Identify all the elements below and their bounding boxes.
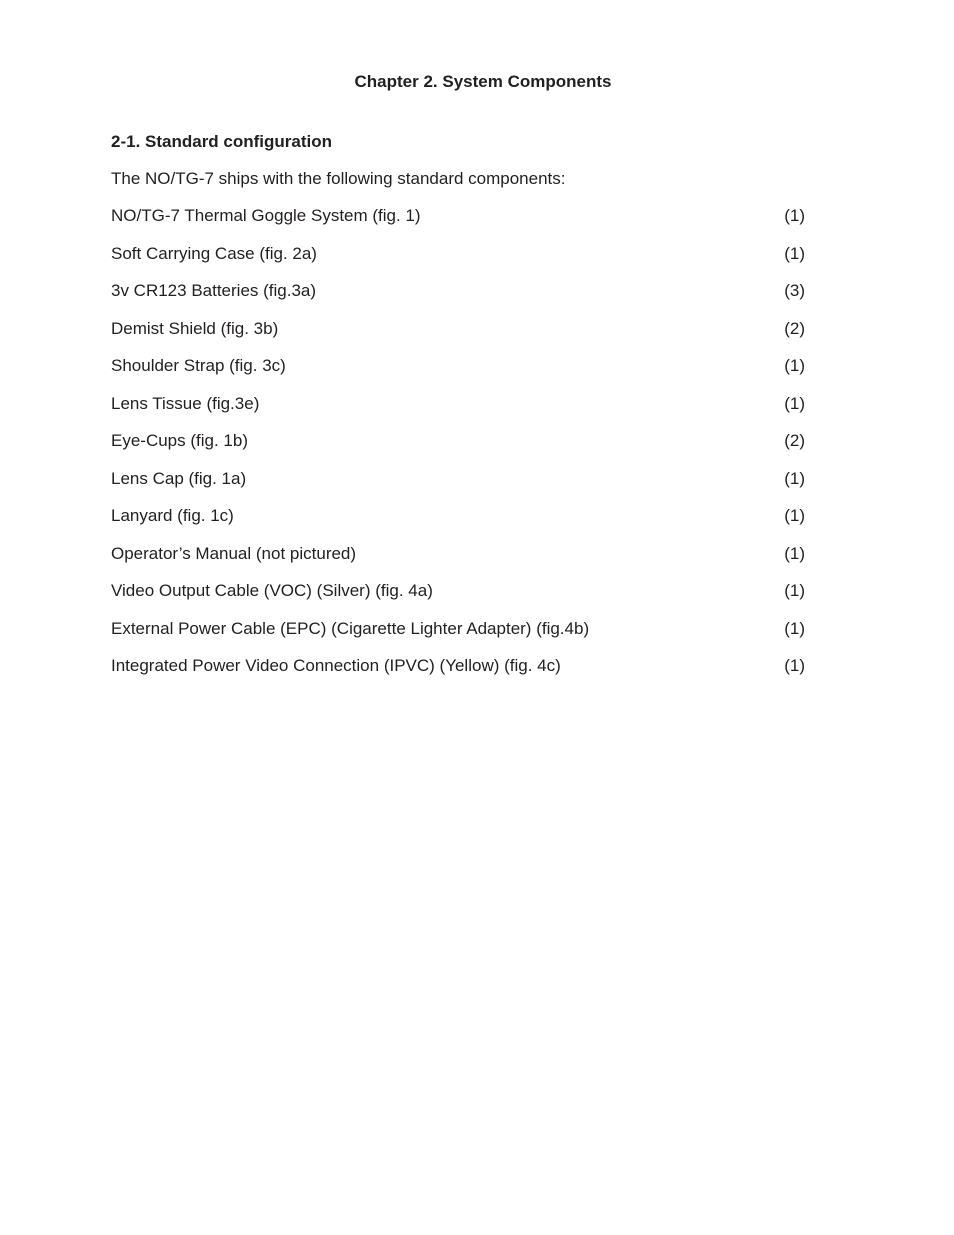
component-list xyxy=(111,204,805,692)
component-name: Lens Cap (fig. 1a) xyxy=(111,468,247,488)
list-item xyxy=(111,429,805,467)
component-name: Video Output Cable (VOC) (Silver) (fig. 4a) xyxy=(111,581,433,600)
component-name: External Power Cable (EPC) (Cigarette Lighter Adapter) (fig.4b) xyxy=(111,618,590,638)
component-quantity: (2) xyxy=(784,431,805,450)
intro-text: The NO/TG-7 ships with the following standard components: xyxy=(111,169,566,188)
list-item xyxy=(111,579,805,617)
component-quantity: (1) xyxy=(784,356,805,375)
list-item xyxy=(111,279,805,317)
component-name: Lanyard (fig. 1c) xyxy=(111,506,234,525)
list-item xyxy=(111,504,805,542)
component-quantity: (2) xyxy=(784,318,805,338)
list-item xyxy=(111,542,805,580)
list-item xyxy=(111,204,805,242)
component-name: Soft Carrying Case (fig. 2a) xyxy=(111,243,317,263)
list-item xyxy=(111,392,805,430)
component-name: Shoulder Strap (fig. 3c) xyxy=(111,356,286,375)
list-item xyxy=(111,317,805,355)
component-quantity: (1) xyxy=(784,656,805,675)
list-item xyxy=(111,354,805,392)
component-name: Eye-Cups (fig. 1b) xyxy=(111,431,248,450)
component-quantity: (1) xyxy=(784,468,805,488)
list-item xyxy=(111,617,805,655)
component-quantity: (1) xyxy=(784,543,805,563)
component-name: Integrated Power Video Connection (IPVC) (Yellow) (fig. 4c) xyxy=(111,656,561,675)
component-quantity: (1) xyxy=(784,243,805,263)
component-quantity: (1) xyxy=(784,206,805,225)
list-item xyxy=(111,654,805,692)
component-name: Operator’s Manual (not pictured) xyxy=(111,543,357,563)
chapter-title: Chapter 2. System Components xyxy=(354,72,612,91)
component-quantity: (3) xyxy=(784,281,805,300)
component-quantity: (1) xyxy=(784,581,805,600)
list-item xyxy=(111,467,805,505)
component-quantity: (1) xyxy=(784,393,805,413)
section-heading: 2-1. Standard configuration xyxy=(111,132,333,151)
component-name: Lens Tissue (fig.3e) xyxy=(111,393,260,413)
component-name: 3v CR123 Batteries (fig.3a) xyxy=(111,281,317,300)
component-name: Demist Shield (fig. 3b) xyxy=(111,318,279,338)
component-quantity: (1) xyxy=(784,506,805,525)
component-name: NO/TG-7 Thermal Goggle System (fig. 1) xyxy=(111,206,421,225)
component-quantity: (1) xyxy=(784,618,805,638)
list-item xyxy=(111,242,805,280)
